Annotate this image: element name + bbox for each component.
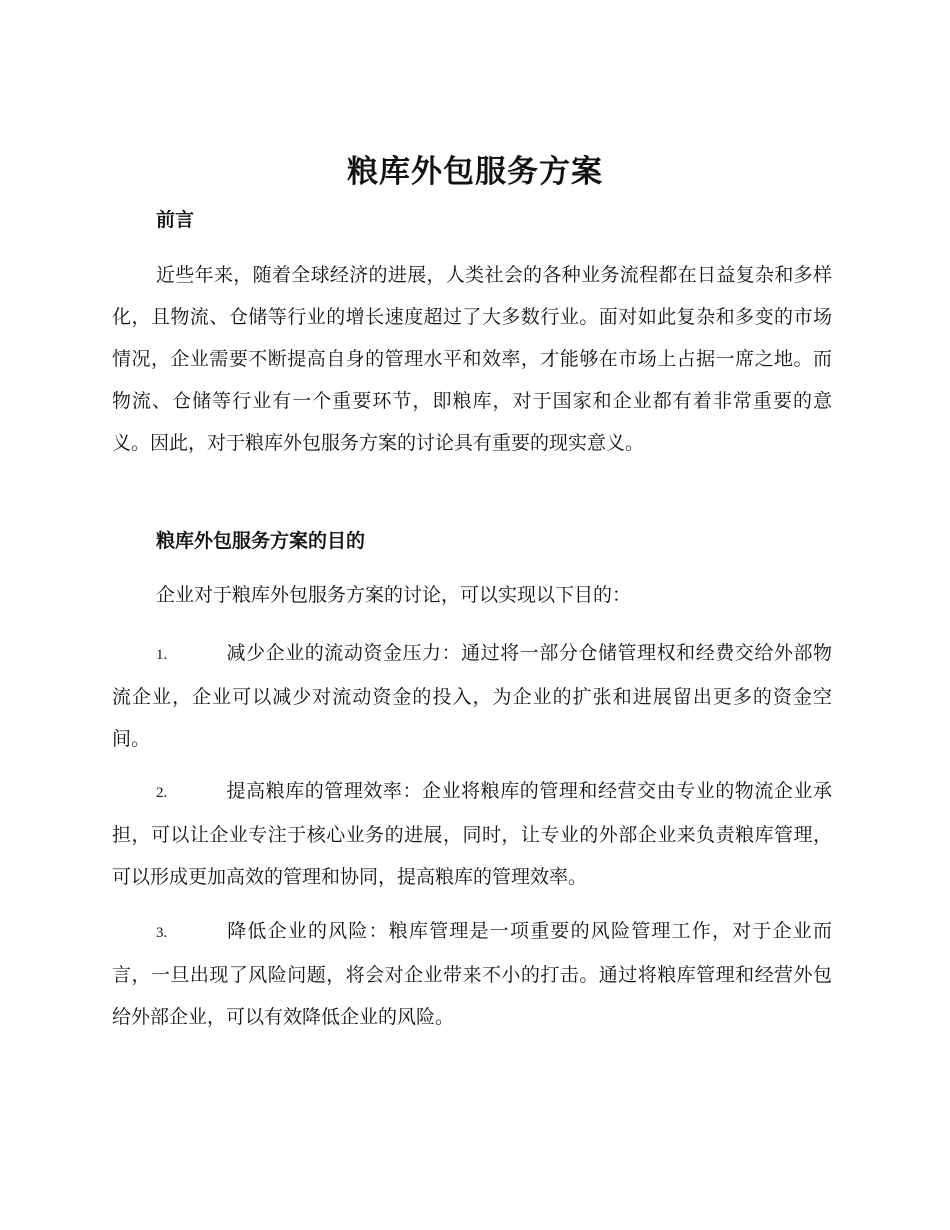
list-item-number: 1. — [156, 647, 168, 663]
section-heading-preface: 前言 — [156, 209, 195, 231]
section-heading-purpose: 粮库外包服务方案的目的 — [156, 530, 366, 552]
list-item-text: 降低企业的风险：粮库管理是一项重要的风险管理工作，对于企业而言，一旦出现了风险问题，将会对企业带来不小的打击。通过将粮库管理和经营外包给外部企业，可以有效降低企业的风险。 — [112, 920, 832, 1028]
list-item — [112, 632, 832, 760]
list-item-text: 提高粮库的管理效率：企业将粮库的管理和经营交由专业的物流企业承担，可以让企业专注于核心业务的进展，同时，让专业的外部企业来负责粮库管理，可以形成更加高效的管理和协同，提高粮库的管理效率。 — [112, 780, 832, 888]
list-item-text: 减少企业的流动资金压力：通过将一部分仓储管理权和经费交给外部物流企业，企业可以减少对流动资金的投入，为企业的扩张和进展留出更多的资金空间。 — [112, 642, 832, 750]
document-title: 粮库外包服务方案 — [347, 154, 603, 190]
list-item-number: 3. — [156, 925, 168, 941]
list-item — [112, 910, 832, 1038]
list-item-number: 2. — [156, 785, 168, 801]
purpose-intro-paragraph: 企业对于粮库外包服务方案的讨论，可以实现以下目的： — [156, 584, 632, 606]
list-item — [112, 770, 832, 898]
preface-paragraph: 近些年来，随着全球经济的进展，人类社会的各种业务流程都在日益复杂和多样化，且物流、仓储等行业的增长速度超过了大多数行业。面对如此复杂和多变的市场情况，企业需要不断提高自身的管理水平和效率，才能够在市场上占据一席之地。而物流、仓储等行业有一个重要环节，即粮库，对于国家和企业都有着非常重要的意义。因此，对于粮库外包服务方案的讨论具有重要的现实意义。 — [112, 264, 832, 454]
